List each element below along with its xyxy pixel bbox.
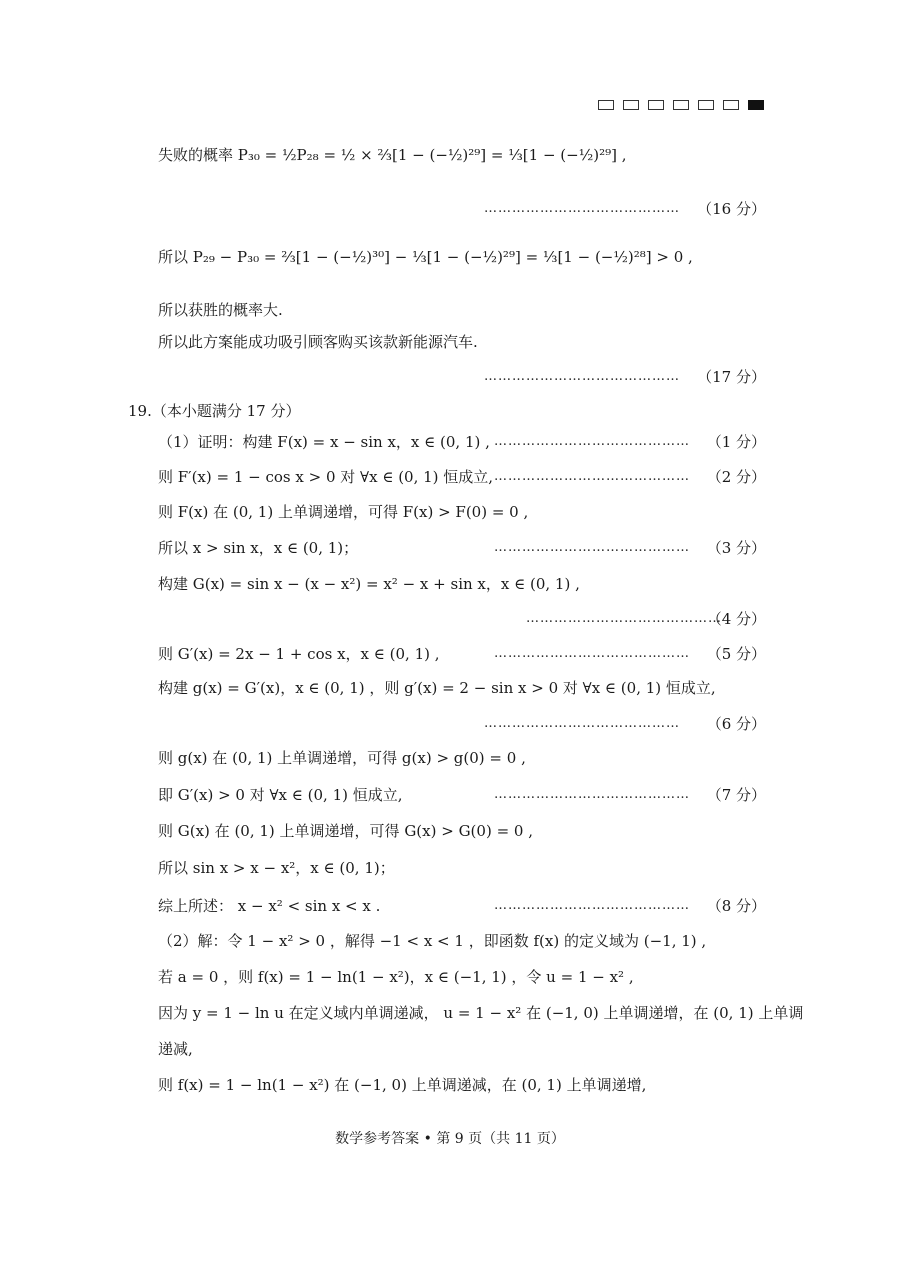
progress-square-current — [748, 100, 764, 110]
proof-line-4: 所以 x > sin x，x ∈ (0, 1)； — [158, 539, 359, 557]
proof-line-2: 则 F′(x) = 1 − cos x > 0 对 ∀x ∈ (0, 1) 恒成立, — [158, 468, 494, 486]
proof-line-11: 所以 sin x > x − x²，x ∈ (0, 1)； — [158, 859, 395, 877]
progress-square — [723, 100, 739, 110]
progress-square — [648, 100, 664, 110]
progress-square — [673, 100, 689, 110]
line-conclusion: 所以此方案能成功吸引顾客购买该款新能源汽车. — [158, 333, 478, 351]
proof-line-6: 则 G′(x) = 2x − 1 + cos x，x ∈ (0, 1) , — [158, 645, 440, 663]
proof-line-12: 综上所述： x − x² < sin x < x . — [158, 897, 381, 915]
part2-line-5: 则 f(x) = 1 − ln(1 − x²) 在 (−1, 0) 上单调递减，在 (0, 1) 上单调递增, — [158, 1076, 647, 1094]
difference-formula: P₂₉ − P₃₀ = ⅔[1 − (−½)³⁰] − ⅓[1 − (−½)²⁹] = ⅓[1 − (−½)²⁸] > 0 , — [192, 248, 693, 266]
proof-line-5: 构建 G(x) = sin x − (x − x²) = x² − x + sin x，x ∈ (0, 1) , — [158, 575, 580, 593]
progress-square — [698, 100, 714, 110]
score-17: （17 分） — [697, 368, 766, 386]
progress-square — [623, 100, 639, 110]
failure-formula: P₃₀ = ½P₂₈ = ½ × ⅔[1 − (−½)²⁹] = ⅓[1 − (−½)²⁹] , — [237, 146, 627, 164]
proof-line-1: （1）证明：构建 F(x) = x − sin x，x ∈ (0, 1) , — [158, 433, 490, 451]
score-7: （7 分） — [706, 786, 766, 804]
leader-dots: …………………………………… — [494, 787, 690, 802]
progress-square — [598, 100, 614, 110]
line-failure-probability — [158, 144, 627, 166]
score-16: （16 分） — [697, 200, 766, 218]
proof-line-3: 则 F(x) 在 (0, 1) 上单调递增，可得 F(x) > F(0) = 0 , — [158, 503, 529, 521]
score-5: （5 分） — [706, 645, 766, 663]
page-progress-squares — [598, 100, 764, 110]
line-difference — [158, 246, 693, 268]
part2-line-4: 递减, — [158, 1040, 193, 1058]
failure-label: 失败的概率 — [158, 146, 234, 164]
leader-dots: …………………………………… — [494, 898, 690, 913]
part2-line-2: 若 a = 0 ，则 f(x) = 1 − ln(1 − x²)，x ∈ (−1, 1) ，令 u = 1 − x² , — [158, 968, 634, 986]
score-3: （3 分） — [706, 539, 766, 557]
leader-dots: …………………………………… — [494, 540, 690, 555]
proof-line-8: 则 g(x) 在 (0, 1) 上单调递增，可得 g(x) > g(0) = 0 , — [158, 749, 526, 767]
score-1: （1 分） — [706, 433, 766, 451]
leader-dots: …………………………………… — [484, 716, 680, 731]
score-4: （4 分） — [706, 610, 766, 628]
line-win-larger: 所以获胜的概率大. — [158, 301, 283, 319]
leader-dots: …………………………………… — [494, 434, 690, 449]
proof-line-7: 构建 g(x) = G′(x)，x ∈ (0, 1) ，则 g′(x) = 2 − sin x > 0 对 ∀x ∈ (0, 1) 恒成立, — [158, 679, 716, 697]
leader-dots: …………………………………… — [494, 469, 690, 484]
question-19-header: 19.（本小题满分 17 分） — [128, 402, 301, 420]
leader-dots: …………………………………… — [526, 611, 722, 626]
proof-line-10: 则 G(x) 在 (0, 1) 上单调递增，可得 G(x) > G(0) = 0 , — [158, 822, 533, 840]
part2-line-3: 因为 y = 1 − ln u 在定义域内单调递减， u = 1 − x² 在 (−1, 0) 上单调递增，在 (0, 1) 上单调 — [158, 1004, 804, 1022]
page-footer: 数学参考答案 • 第 9 页（共 11 页） — [335, 1131, 565, 1147]
proof-line-9: 即 G′(x) > 0 对 ∀x ∈ (0, 1) 恒成立, — [158, 786, 403, 804]
difference-label: 所以 — [158, 248, 189, 266]
part2-line-1: （2）解：令 1 − x² > 0 ，解得 −1 < x < 1 ，即函数 f(x) 的定义域为 (−1, 1) , — [158, 932, 707, 950]
score-6: （6 分） — [706, 715, 766, 733]
leader-dots: …………………………………… — [494, 646, 690, 661]
score-2: （2 分） — [706, 468, 766, 486]
score-8: （8 分） — [706, 897, 766, 915]
leader-dots: …………………………………… — [484, 201, 680, 216]
leader-dots: …………………………………… — [484, 369, 680, 384]
